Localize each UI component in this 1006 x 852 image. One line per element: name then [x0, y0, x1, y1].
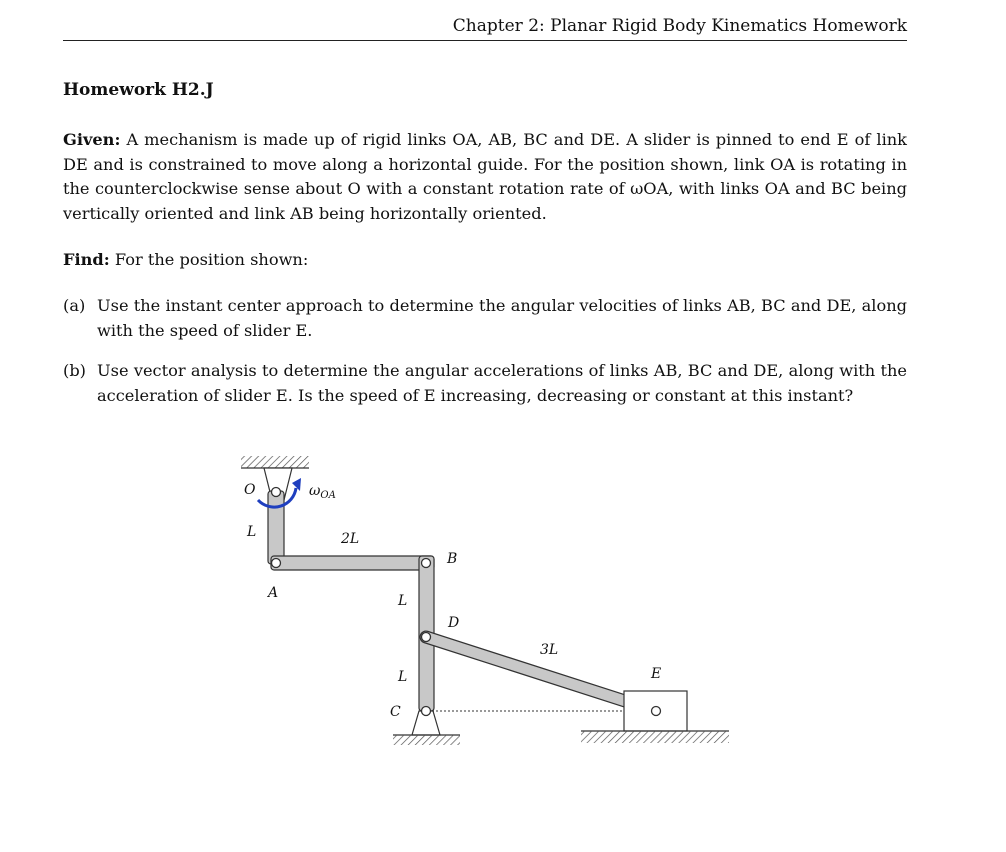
- label-omega-symbol: ω: [309, 483, 321, 499]
- label-O: O: [244, 482, 256, 498]
- link-OA: [268, 491, 284, 564]
- ground-C-hatch: [393, 735, 460, 745]
- label-E: E: [651, 666, 662, 682]
- given-label: Given:: [63, 130, 121, 149]
- label-A: A: [268, 585, 279, 601]
- part-b-label: (b): [63, 361, 86, 380]
- label-2L: 2L: [341, 531, 360, 547]
- pin-D: [422, 633, 431, 642]
- part-b-text: Use vector analysis to determine the angular accelerations of links AB, BC and DE, along with the acceleration of slider E. Is the speed of E increasing, decreasing or constant at this instant?: [97, 361, 907, 405]
- label-B: B: [447, 551, 458, 567]
- pin-C: [422, 707, 431, 716]
- label-C: C: [390, 704, 401, 720]
- label-L-DC: L: [398, 669, 408, 685]
- given-text: A mechanism is made up of rigid links OA, AB, BC and DE. A slider is pinned to end E of link DE and is constrained to move along a horizontal guide. For the position shown, link OA is rotating in the counterclockwise sense about O with a constant rotation rate of ωOA, with links OA and BC being vertically oriented and link AB being horizontally oriented.: [63, 130, 907, 223]
- label-omega: [309, 483, 336, 501]
- label-D: D: [448, 615, 460, 631]
- ground-top-hatch: [241, 456, 309, 468]
- pin-A: [272, 559, 281, 568]
- pin-B: [422, 559, 431, 568]
- label-L-BD: L: [398, 593, 408, 609]
- label-omega-sub: OA: [320, 490, 336, 501]
- pin-O: [272, 488, 281, 497]
- link-AB: [271, 556, 434, 570]
- find-label: Find:: [63, 250, 110, 269]
- part-a-label: (a): [63, 296, 86, 315]
- label-3L: 3L: [540, 642, 559, 658]
- chapter-title: Chapter 2: Planar Rigid Body Kinematics Homework: [452, 16, 907, 36]
- label-L-OA: L: [247, 524, 257, 540]
- ground-E-hatch: [581, 731, 729, 743]
- homework-title: Homework H2.J: [63, 80, 214, 100]
- pin-E: [652, 707, 661, 716]
- find-text: For the position shown:: [114, 250, 309, 269]
- part-a-text: Use the instant center approach to determine the angular velocities of links AB, BC and DE, along with the speed of slider E.: [97, 296, 907, 340]
